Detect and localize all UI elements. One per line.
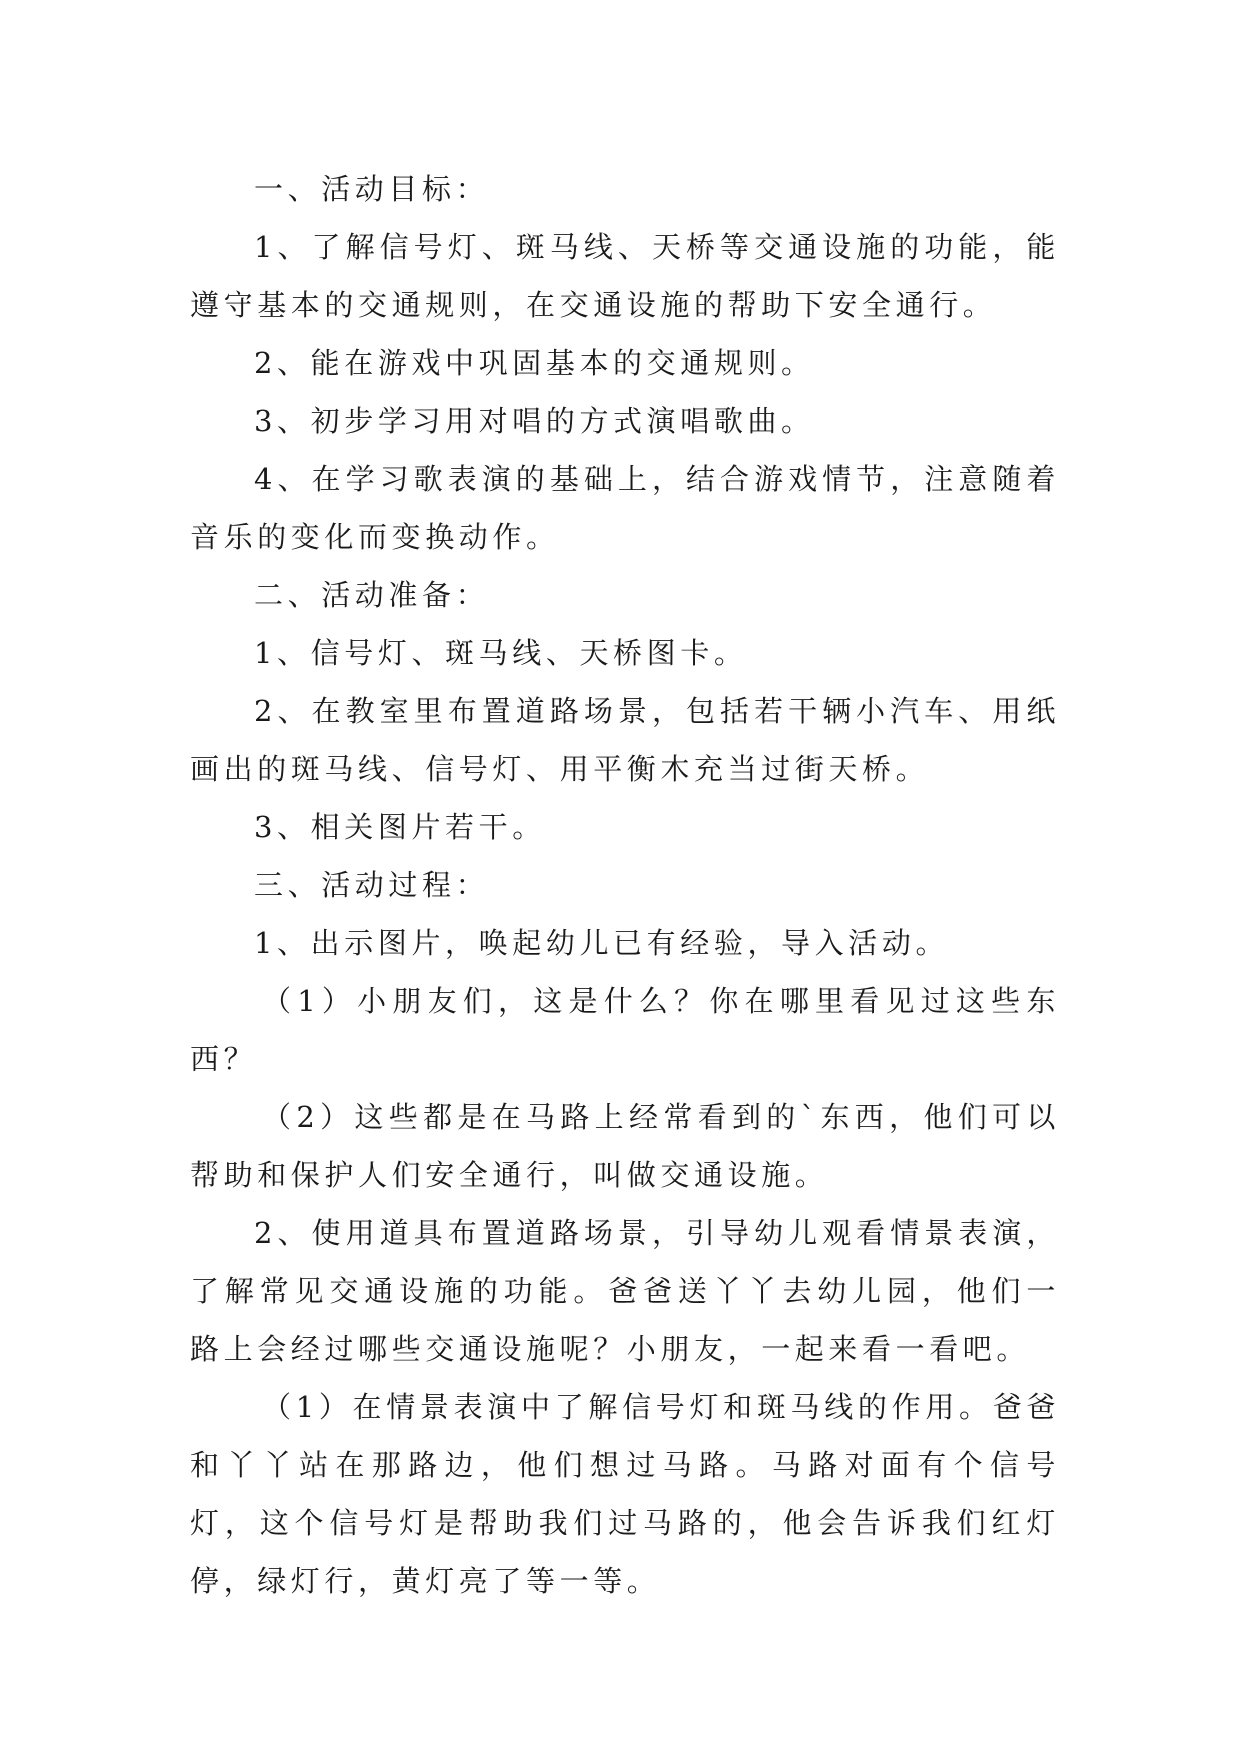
section-heading-process: 三、活动过程： (254, 868, 490, 902)
section-heading-preparation: 二、活动准备： (254, 578, 490, 612)
process-subitem-2-1: （1）在情景表演中了解信号灯和斑马线的作用。爸爸和丫丫站在那路边，他们想过马路。马路对面有个信号灯，这个信号灯是帮助我们过马路的，他会告诉我们红灯停，绿灯行，黄灯亮了等一等。 (190, 1390, 1060, 1598)
goal-item-2: 2、能在游戏中巩固基本的交通规则。 (254, 346, 815, 380)
process-subitem-1-2: （2）这些都是在马路上经常看到的`东西，他们可以帮助和保护人们安全通行，叫做交通设施。 (190, 1100, 1060, 1192)
prep-item-2: 2、在教室里布置道路场景，包括若干辆小汽车、用纸画出的斑马线、信号灯、用平衡木充当过街天桥。 (190, 694, 1060, 786)
process-subitem-1-1: （1）小朋友们，这是什么？你在哪里看见过这些东西？ (190, 984, 1060, 1076)
prep-item-1: 1、信号灯、斑马线、天桥图卡。 (254, 636, 748, 670)
prep-item-3: 3、相关图片若干。 (254, 810, 546, 844)
process-item-1: 1、出示图片，唤起幼儿已有经验，导入活动。 (254, 926, 950, 960)
goal-item-4: 4、在学习歌表演的基础上，结合游戏情节，注意随着音乐的变化而变换动作。 (190, 462, 1060, 554)
section-heading-goals: 一、活动目标： (254, 172, 490, 206)
document-body (190, 160, 1060, 1610)
process-item-2: 2、使用道具布置道路场景，引导幼儿观看情景表演，了解常见交通设施的功能。爸爸送丫丫去幼儿园，他们一路上会经过哪些交通设施呢？小朋友，一起来看一看吧。 (190, 1216, 1060, 1366)
goal-item-3: 3、初步学习用对唱的方式演唱歌曲。 (254, 404, 815, 438)
goal-item-1: 1、了解信号灯、斑马线、天桥等交通设施的功能，能遵守基本的交通规则，在交通设施的帮助下安全通行。 (190, 230, 1060, 322)
